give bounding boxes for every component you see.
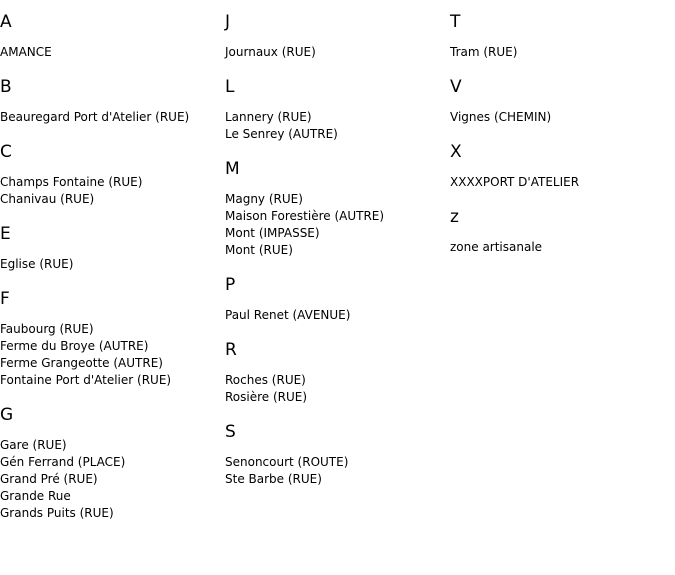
street-list-item xyxy=(450,174,670,191)
letter-section xyxy=(450,77,670,126)
street-link[interactable]: Faubourg (RUE) xyxy=(0,322,94,336)
street-list-item xyxy=(0,437,220,454)
street-link[interactable]: Vignes (CHEMIN) xyxy=(450,110,552,124)
letter-section xyxy=(450,142,670,191)
street-link[interactable]: Roches (RUE) xyxy=(225,373,306,387)
street-link[interactable]: Mont (IMPASSE) xyxy=(225,226,320,240)
street-list-item xyxy=(225,225,445,242)
letter-heading: R xyxy=(225,340,237,360)
street-list xyxy=(0,44,220,61)
street-list-item xyxy=(225,389,445,406)
letter-section xyxy=(0,289,220,389)
street-link[interactable]: Grande Rue xyxy=(0,489,71,503)
street-link[interactable]: Gare (RUE) xyxy=(0,438,67,452)
street-list xyxy=(225,454,445,488)
street-list-item xyxy=(225,307,445,324)
street-list-item xyxy=(0,355,220,372)
street-list xyxy=(450,239,670,256)
street-list-item xyxy=(225,372,445,389)
street-list-item xyxy=(0,191,220,208)
street-link[interactable]: Gén Ferrand (PLACE) xyxy=(0,455,126,469)
letter-heading: M xyxy=(225,159,240,179)
street-link[interactable]: Journaux (RUE) xyxy=(225,45,316,59)
street-index-column-1 xyxy=(0,12,220,538)
letter-heading: V xyxy=(450,77,462,97)
street-link[interactable]: Chanivau (RUE) xyxy=(0,192,95,206)
street-link[interactable]: Le Senrey (AUTRE) xyxy=(225,127,338,141)
street-list xyxy=(225,109,445,143)
street-link[interactable]: Eglise (RUE) xyxy=(0,257,74,271)
letter-heading: E xyxy=(0,224,11,244)
street-list xyxy=(0,321,220,389)
street-list-item xyxy=(225,471,445,488)
letter-section xyxy=(0,142,220,208)
street-list-item xyxy=(450,239,670,256)
street-link[interactable]: Magny (RUE) xyxy=(225,192,303,206)
letter-heading: G xyxy=(0,405,14,425)
letter-section xyxy=(0,12,220,61)
letter-section xyxy=(0,224,220,273)
street-list-item xyxy=(225,191,445,208)
letter-section xyxy=(225,12,445,61)
letter-section xyxy=(0,77,220,126)
street-link[interactable]: Maison Forestière (AUTRE) xyxy=(225,209,385,223)
street-list-item xyxy=(225,208,445,225)
letter-heading: S xyxy=(225,422,236,442)
street-link[interactable]: Beauregard Port d'Atelier (RUE) xyxy=(0,110,190,124)
street-list-item xyxy=(225,242,445,259)
street-index-column-3 xyxy=(450,12,670,272)
street-list-item xyxy=(450,109,670,126)
street-list xyxy=(0,256,220,273)
letter-heading: C xyxy=(0,142,12,162)
letter-section xyxy=(225,159,445,259)
street-link[interactable]: Mont (RUE) xyxy=(225,243,293,257)
street-link[interactable]: Lannery (RUE) xyxy=(225,110,312,124)
street-link[interactable]: Ferme Grangeotte (AUTRE) xyxy=(0,356,163,370)
letter-heading: J xyxy=(225,12,231,32)
street-link[interactable]: Ferme du Broye (AUTRE) xyxy=(0,339,149,353)
street-list-item xyxy=(450,44,670,61)
street-list xyxy=(450,44,670,61)
street-link[interactable]: Champs Fontaine (RUE) xyxy=(0,175,143,189)
street-list xyxy=(225,307,445,324)
street-list-item xyxy=(225,44,445,61)
street-list-item xyxy=(0,256,220,273)
letter-section xyxy=(225,77,445,143)
street-link[interactable]: zone artisanale xyxy=(450,240,543,254)
letter-heading: P xyxy=(225,275,236,295)
street-link[interactable]: Grand Pré (RUE) xyxy=(0,472,98,486)
letter-heading: X xyxy=(450,142,462,162)
street-link[interactable]: Rosière (RUE) xyxy=(225,390,308,404)
letter-heading: T xyxy=(450,12,461,32)
letter-section xyxy=(225,340,445,406)
street-list-item xyxy=(225,454,445,471)
letter-heading: A xyxy=(0,12,12,32)
letter-section xyxy=(225,422,445,488)
street-link[interactable]: Paul Renet (AVENUE) xyxy=(225,308,351,322)
street-list-item xyxy=(0,372,220,389)
street-link[interactable]: XXXXPORT D'ATELIER xyxy=(450,175,580,189)
street-list xyxy=(225,44,445,61)
street-link[interactable]: Tram (RUE) xyxy=(450,45,518,59)
street-list-item xyxy=(225,126,445,143)
street-list xyxy=(225,191,445,259)
street-list-item xyxy=(0,44,220,61)
street-link[interactable]: Senoncourt (ROUTE) xyxy=(225,455,349,469)
street-list-item xyxy=(0,109,220,126)
street-link[interactable]: AMANCE xyxy=(0,45,52,59)
letter-section xyxy=(225,275,445,324)
letter-section xyxy=(450,207,670,256)
street-list-item xyxy=(0,321,220,338)
street-link[interactable]: Ste Barbe (RUE) xyxy=(225,472,322,486)
street-list-item xyxy=(0,338,220,355)
letter-section xyxy=(450,12,670,61)
street-list-item xyxy=(0,471,220,488)
letter-heading: L xyxy=(225,77,235,97)
street-list xyxy=(225,372,445,406)
letter-heading: F xyxy=(0,289,10,309)
street-index-column-2 xyxy=(225,12,445,504)
letter-heading: z xyxy=(450,207,459,227)
street-list xyxy=(0,437,220,522)
street-link[interactable]: Grands Puits (RUE) xyxy=(0,506,114,520)
street-list-item xyxy=(0,505,220,522)
street-list xyxy=(0,174,220,208)
street-list-item xyxy=(0,174,220,191)
street-link[interactable]: Fontaine Port d'Atelier (RUE) xyxy=(0,373,172,387)
street-list-item xyxy=(0,488,220,505)
street-list xyxy=(450,174,670,191)
letter-heading: B xyxy=(0,77,12,97)
street-list xyxy=(0,109,220,126)
street-list-item xyxy=(225,109,445,126)
street-list xyxy=(450,109,670,126)
street-list-item xyxy=(0,454,220,471)
letter-section xyxy=(0,405,220,522)
